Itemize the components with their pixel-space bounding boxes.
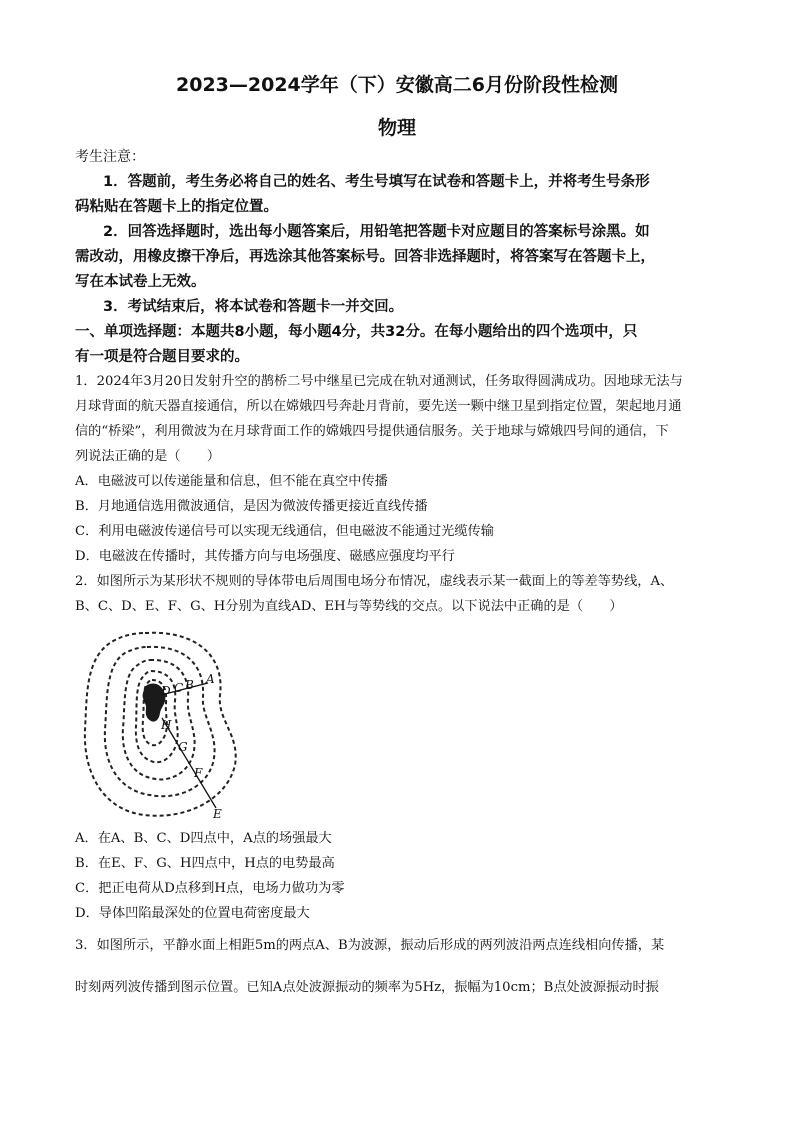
q3-stem-line-1: 3．如图所示，平静水面上相距5m的两点A、B为波源，振动后形成的两列波沿两点连线相向传播，某	[75, 938, 665, 953]
label-e: E	[213, 807, 222, 821]
label-f: F	[194, 766, 203, 780]
label-g: G	[178, 740, 188, 754]
equipotential-figure	[75, 625, 255, 825]
notice-item-1-line-1: 1．答题前，考生务必将自己的姓名、考生号填写在试卷和答题卡上，并将考生号条形	[103, 174, 650, 190]
notice-item-1-line-2: 码粘贴在答题卡上的指定位置。	[75, 199, 278, 215]
q1-stem-line-4: 列说法正确的是（ ）	[75, 449, 221, 464]
q1-option-a: A．电磁波可以传递能量和信息，但不能在真空中传播	[75, 474, 388, 489]
q2-option-b: B．在E、F、G、H四点中，H点的电势最高	[75, 856, 335, 871]
q2-option-c: C．把正电荷从D点移到H点，电场力做功为零	[75, 881, 345, 896]
exam-title: 2023—2024学年（下）安徽高二6月份阶段性检测	[176, 74, 618, 96]
notice-heading: 考生注意：	[75, 149, 145, 165]
q2-option-a: A．在A、B、C、D四点中，A点的场强最大	[75, 831, 332, 846]
section-1-heading-line-2: 有一项是符合题目要求的。	[75, 349, 249, 365]
label-d: D	[161, 684, 171, 698]
notice-item-2-line-3: 写在本试卷上无效。	[75, 274, 206, 290]
notice-item-2-line-1: 2．回答选择题时，选出每小题答案后，用铅笔把答题卡对应题目的答案标号涂黑。如	[103, 224, 650, 240]
section-1-heading-line-1: 一、单项选择题：本题共8小题，每小题4分，共32分。在每小题给出的四个选项中，只	[75, 324, 638, 340]
notice-item-3: 3．考试结束后，将本试卷和答题卡一并交回。	[103, 299, 404, 315]
q2-stem-line-1: 2．如图所示为某形状不规则的导体带电后周围电场分布情况，虚线表示某一截面上的等差等势线，A、	[75, 574, 674, 589]
q1-option-d: D．电磁波在传播时，其传播方向与电场强度、磁感应强度均平行	[75, 549, 455, 564]
q1-stem-line-2: 月球背面的航天器直接通信，所以在嫦娥四号奔赴月背前，要先送一颗中继卫星到指定位置，架起地月通	[75, 399, 682, 414]
subject-title: 物理	[377, 117, 416, 139]
q2-option-d: D．导体凹陷最深处的位置电荷密度最大	[75, 906, 310, 921]
notice-item-2-line-2: 需改动，用橡皮擦干净后，再选涂其他答案标号。回答非选择题时，将答案写在答题卡上，	[75, 249, 655, 265]
q3-stem-line-2: 时刻两列波传播到图示位置。已知A点处波源振动的频率为5Hz，振幅为10cm；B点处波源振动时振	[75, 980, 659, 995]
label-h: H	[161, 718, 172, 732]
label-b: B	[185, 678, 194, 692]
q1-option-c: C．利用电磁波传递信号可以实现无线通信，但电磁波不能通过光缆传输	[75, 524, 494, 539]
q1-stem-line-3: 信的“桥梁”，利用微波为在月球背面工作的嫦娥四号提供通信服务。关于地球与嫦娥四号间的通信，下	[75, 424, 669, 439]
label-c: C	[174, 681, 184, 695]
q1-option-b: B．月地通信选用微波通信，是因为微波传播更接近直线传播	[75, 499, 428, 514]
q1-stem-line-1: 1．2024年3月20日发射升空的鹊桥二号中继星已完成在轨对通测试，任务取得圆满成功。因地球无法与	[75, 374, 683, 389]
q2-stem-line-2: B、C、D、E、F、G、H分别为直线AD、EH与等势线的交点。以下说法中正确的是（ ）	[75, 599, 623, 614]
label-a: A	[206, 672, 215, 686]
